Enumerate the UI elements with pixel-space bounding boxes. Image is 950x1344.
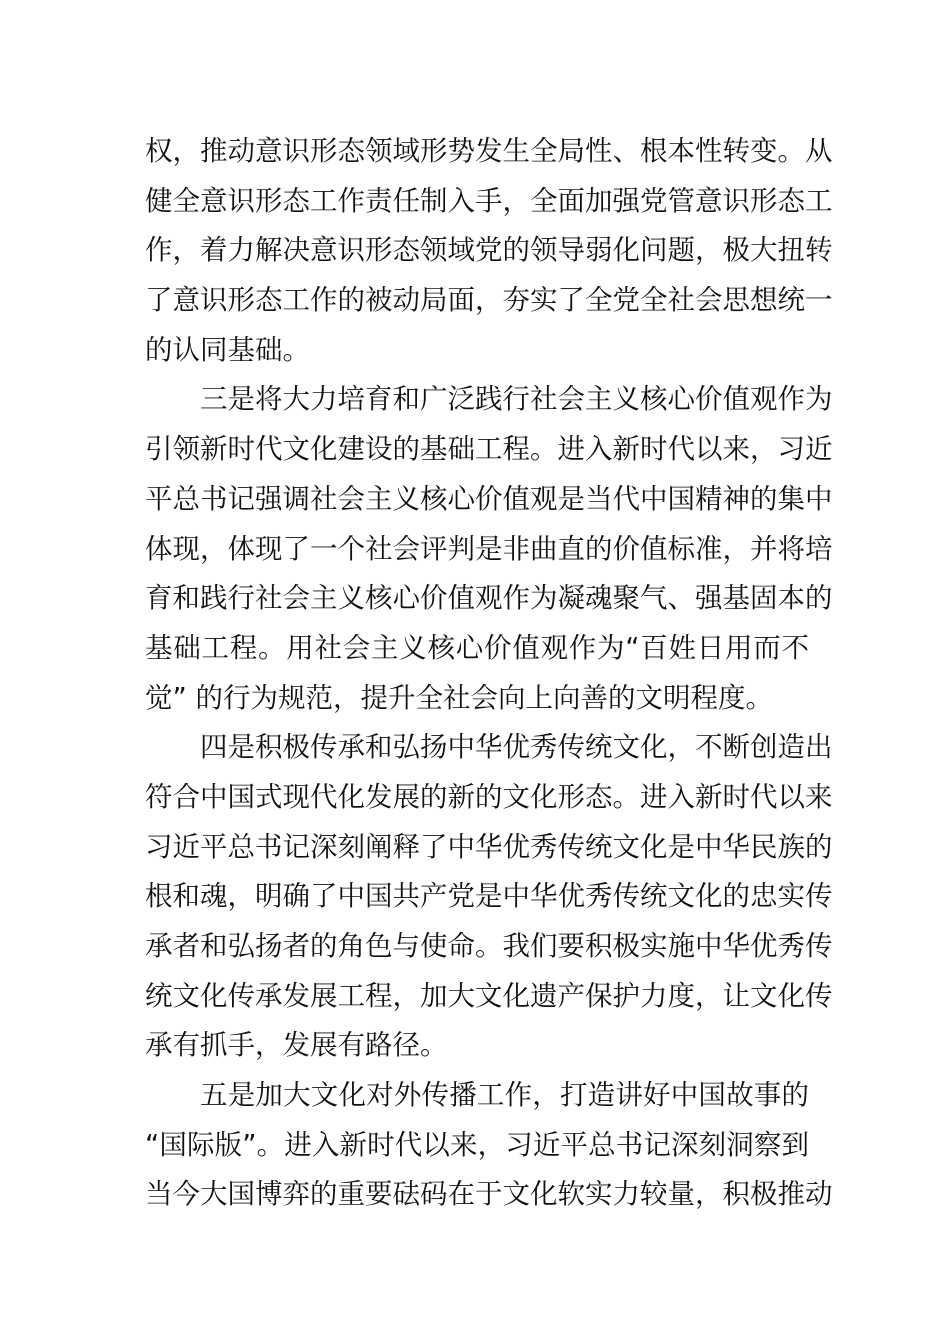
paragraph-start-line: 五是加大文化对外传播工作，打造讲好中国故事的	[200, 1079, 809, 1112]
text-line: 根和魂，明确了中国共产党是中华优秀传统文化的忠实传	[145, 880, 833, 913]
text-line: 承有抓手，发展有路径。	[145, 1029, 448, 1062]
text-line: 统文化传承发展工程，加大文化遗产保护力度，让文化传	[145, 979, 833, 1012]
text-line: 育和践行社会主义核心价值观作为凝魂聚气、强基固本的	[145, 582, 833, 615]
paragraph-start-line: 三是将大力培育和广泛践行社会主义核心价值观作为	[200, 383, 833, 416]
text-line: 承者和弘扬者的角色与使命。我们要积极实施中华优秀传	[145, 930, 833, 962]
text-line: 习近平总书记深刻阐释了中华优秀传统文化是中华民族的	[145, 830, 833, 863]
text-line: 符合中国式现代化发展的新的文化形态。进入新时代以来	[145, 780, 833, 813]
text-line: 的认同基础。	[145, 333, 310, 366]
text-line: 平总书记强调社会主义核心价值观是当代中国精神的集中	[145, 482, 833, 515]
text-line: 作，着力解决意识形态领域党的领导弱化问题，极大扭转	[145, 234, 833, 267]
text-line: 引领新时代文化建设的基础工程。进入新时代以来，习近	[145, 433, 833, 466]
text-line: 了意识形态工作的被动局面，夯实了全党全社会思想统一	[145, 284, 833, 317]
text-line: 基础工程。用社会主义核心价值观作为“百姓日用而不	[145, 631, 809, 664]
text-line: 健全意识形态工作责任制入手，全面加强党管意识形态工	[145, 184, 833, 217]
text-line: 体现，体现了一个社会评判是非曲直的价值标准，并将培	[145, 532, 833, 565]
document-body	[145, 127, 833, 1220]
paragraph-start-line: 四是积极传承和弘扬中华优秀传统文化，不断创造出	[200, 731, 833, 764]
text-line: 觉” 的行为规范，提升全社会向上向善的文明程度。	[145, 681, 773, 714]
text-line: “国际版”。进入新时代以来，习近平总书记深刻洞察到	[145, 1128, 809, 1161]
text-line: 权，推动意识形态领域形势发生全局性、根本性转变。从	[145, 135, 833, 167]
text-line: 当今大国博弈的重要砝码在于文化软实力较量，积极推动	[145, 1178, 833, 1211]
